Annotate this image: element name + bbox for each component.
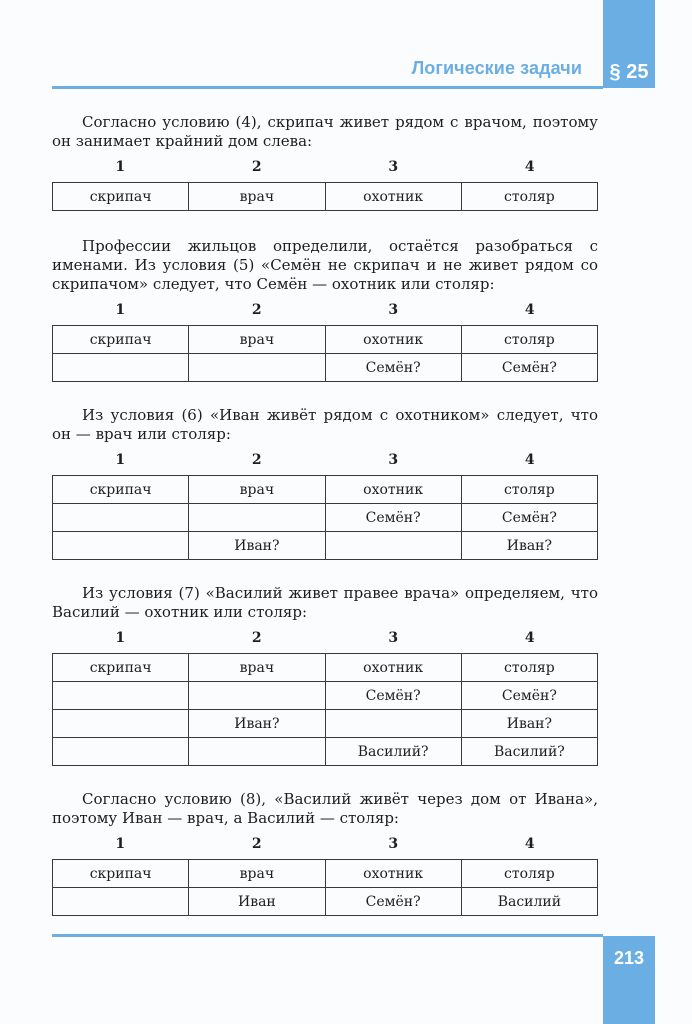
reasoning-block: [52, 406, 598, 560]
table-cell: [53, 354, 189, 382]
table-cell: скрипач: [53, 476, 189, 504]
reasoning-block: [52, 237, 598, 382]
house-number: 4: [524, 630, 535, 646]
table-cell: врач: [189, 183, 325, 211]
table-cell: [53, 710, 189, 738]
house-numbers: [52, 302, 598, 321]
paragraph: Из условия (7) «Василий живет правее врача» определяем, что Василий — охотник или столяр:: [52, 584, 598, 621]
table-cell: столяр: [461, 326, 597, 354]
logic-table: [52, 475, 598, 560]
paragraph: Согласно условию (4), скрипач живет рядом с врачом, поэтому он занимает крайний дом слева:: [52, 113, 598, 150]
table-cell: [189, 738, 325, 766]
table-cell: скрипач: [53, 183, 189, 211]
house-number: 1: [115, 630, 126, 646]
table-cell: Семён?: [461, 682, 597, 710]
table-cell: врач: [189, 326, 325, 354]
paragraph: Из условия (6) «Иван живёт рядом с охотником» следует, что он — врач или столяр:: [52, 406, 598, 443]
table-cell: [189, 504, 325, 532]
table-cell: охотник: [325, 326, 461, 354]
reasoning-block: [52, 790, 598, 916]
running-header-title: Логические задачи: [411, 58, 582, 78]
paragraph: Согласно условию (8), «Василий живёт через дом от Ивана», поэтому Иван — врач, а Василий — столяр:: [52, 790, 598, 827]
table-cell: столяр: [461, 476, 597, 504]
logic-table: [52, 325, 598, 382]
house-number: 2: [251, 630, 262, 646]
house-number: 3: [388, 836, 399, 852]
table-cell: врач: [189, 654, 325, 682]
table-row: [53, 888, 598, 916]
house-number: 2: [251, 302, 262, 318]
table-cell: [53, 738, 189, 766]
table-cell: Семён?: [325, 504, 461, 532]
house-numbers: [52, 452, 598, 471]
logic-table: [52, 859, 598, 916]
table-cell: [189, 682, 325, 710]
table-cell: Семён?: [325, 682, 461, 710]
page-number-tab: [603, 936, 655, 1024]
logic-table: [52, 182, 598, 211]
table-cell: охотник: [325, 654, 461, 682]
table-row: [53, 654, 598, 682]
house-number: 1: [115, 159, 126, 175]
table-cell: Семён?: [461, 504, 597, 532]
table-row: [53, 682, 598, 710]
house-number: 4: [524, 302, 535, 318]
table-row: [53, 710, 598, 738]
table-cell: [53, 888, 189, 916]
table-cell: Василий?: [325, 738, 461, 766]
table-cell: Иван?: [189, 710, 325, 738]
header-rule: [52, 86, 603, 89]
house-number: 1: [115, 302, 126, 318]
table-row: [53, 183, 598, 211]
table-row: [53, 860, 598, 888]
table-cell: охотник: [325, 476, 461, 504]
table-row: [53, 326, 598, 354]
table-cell: Иван?: [461, 710, 597, 738]
table-cell: [53, 682, 189, 710]
logic-table: [52, 653, 598, 766]
house-number: 2: [251, 452, 262, 468]
table-cell: скрипач: [53, 654, 189, 682]
footer-rule: [52, 934, 603, 937]
table-row: [53, 532, 598, 560]
table-cell: охотник: [325, 860, 461, 888]
house-number: 4: [524, 159, 535, 175]
house-number: 3: [388, 452, 399, 468]
table-cell: столяр: [461, 860, 597, 888]
house-number: 3: [388, 159, 399, 175]
table-cell: [325, 710, 461, 738]
house-number: 2: [251, 159, 262, 175]
table-row: [53, 738, 598, 766]
house-number: 3: [388, 302, 399, 318]
house-number: 4: [524, 452, 535, 468]
table-cell: врач: [189, 476, 325, 504]
table-cell: Иван: [189, 888, 325, 916]
table-cell: Иван?: [461, 532, 597, 560]
table-cell: охотник: [325, 183, 461, 211]
house-number: 1: [115, 452, 126, 468]
table-cell: [189, 354, 325, 382]
house-numbers: [52, 159, 598, 178]
page-content: [52, 113, 598, 936]
table-row: [53, 504, 598, 532]
house-number: 2: [251, 836, 262, 852]
table-cell: Семён?: [325, 354, 461, 382]
section-number: § 25: [609, 61, 649, 83]
house-number: 1: [115, 836, 126, 852]
house-numbers: [52, 630, 598, 649]
table-cell: [53, 532, 189, 560]
table-cell: скрипач: [53, 860, 189, 888]
house-number: 4: [524, 836, 535, 852]
house-numbers: [52, 836, 598, 855]
table-cell: столяр: [461, 654, 597, 682]
table-row: [53, 354, 598, 382]
table-cell: [53, 504, 189, 532]
table-cell: [325, 532, 461, 560]
table-cell: Иван?: [189, 532, 325, 560]
reasoning-block: [52, 113, 598, 211]
table-cell: Семён?: [461, 354, 597, 382]
page-number: 213: [613, 948, 645, 968]
table-cell: Семён?: [325, 888, 461, 916]
table-cell: Василий?: [461, 738, 597, 766]
section-tab: [603, 0, 655, 88]
table-row: [53, 476, 598, 504]
reasoning-block: [52, 584, 598, 766]
house-number: 3: [388, 630, 399, 646]
table-cell: врач: [189, 860, 325, 888]
table-cell: столяр: [461, 183, 597, 211]
table-cell: скрипач: [53, 326, 189, 354]
table-cell: Василий: [461, 888, 597, 916]
paragraph: Профессии жильцов определили, остаётся разобраться с именами. Из условия (5) «Семён не скрипач и не живет рядом со скрипачом» следует, что Семён — охотник или столяр:: [52, 237, 598, 293]
